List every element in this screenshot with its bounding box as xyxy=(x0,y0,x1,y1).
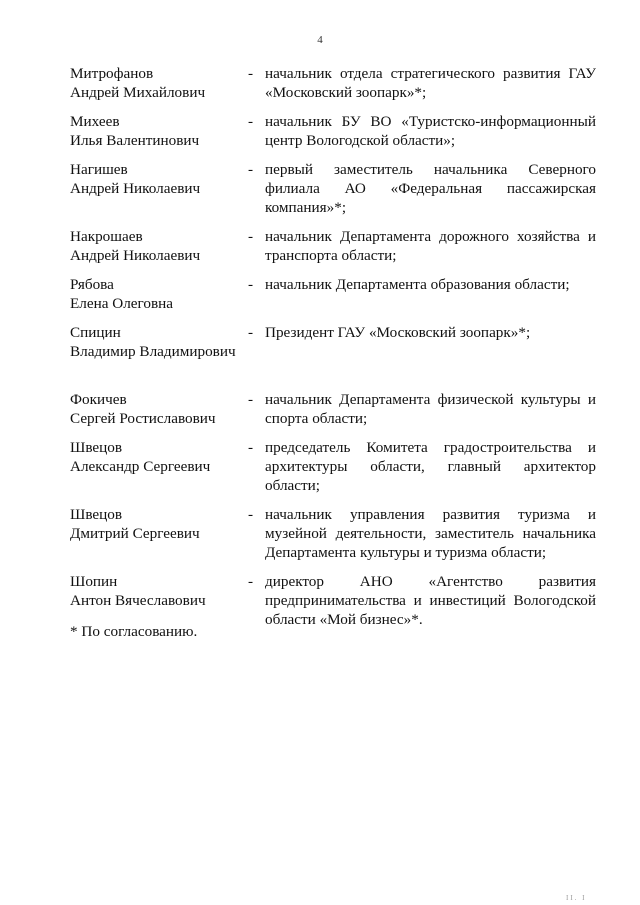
member-name xyxy=(70,160,248,217)
dash-separator: - xyxy=(248,506,254,523)
member-name xyxy=(70,438,248,495)
member-row xyxy=(70,227,596,265)
member-role: Президент ГАУ «Московский зоопарк»*; xyxy=(265,324,531,341)
member-name xyxy=(70,505,248,562)
member-row xyxy=(70,112,596,150)
member-role: председатель Комитета градостроительства и архитектуры области, главный архитектор области; xyxy=(265,439,596,494)
member-row xyxy=(70,323,596,361)
member-row xyxy=(70,572,596,629)
member-given-name: Сергей Ростиславович xyxy=(70,410,216,427)
dash-separator: - xyxy=(248,113,254,130)
member-surname: Швецов xyxy=(70,439,123,456)
member-name xyxy=(70,64,248,102)
member-surname: Михеев xyxy=(70,113,120,130)
member-surname: Митрофанов xyxy=(70,65,154,82)
member-given-name: Илья Валентинович xyxy=(70,132,200,149)
dash-separator: - xyxy=(248,161,254,178)
member-role: директор АНО «Агентство развития предпринимательства и инвестиций Вологодской области «Мой бизнес»*. xyxy=(265,573,596,628)
dash-separator: - xyxy=(248,228,254,245)
member-given-name: Елена Олеговна xyxy=(70,295,174,312)
dash-separator: - xyxy=(248,391,254,408)
member-given-name: Антон Вячеславович xyxy=(70,592,206,609)
member-name xyxy=(70,323,248,361)
dash-separator: - xyxy=(248,324,254,341)
member-role: начальник Департамента дорожного хозяйства и транспорта области; xyxy=(265,228,596,264)
member-row xyxy=(70,160,596,217)
footnote: * По согласованию. xyxy=(70,623,198,640)
member-row xyxy=(70,275,596,313)
member-role: начальник отдела стратегического развития ГАУ «Московский зоопарк»*; xyxy=(265,65,596,101)
member-name xyxy=(70,275,248,313)
member-row xyxy=(70,64,596,102)
member-role: начальник управления развития туризма и музейной деятельности, заместитель начальника Департамента культуры и туризма области; xyxy=(265,506,596,561)
member-surname: Фокичев xyxy=(70,391,127,408)
member-role: начальник Департамента физической культуры и спорта области; xyxy=(265,391,596,427)
member-given-name: Александр Сергеевич xyxy=(70,458,211,475)
page-number: 4 xyxy=(317,34,323,46)
dash-separator: - xyxy=(248,276,254,293)
member-surname: Швецов xyxy=(70,506,123,523)
member-name xyxy=(70,227,248,265)
member-surname: Нагишев xyxy=(70,161,128,178)
member-given-name: Андрей Николаевич xyxy=(70,247,201,264)
member-name xyxy=(70,572,248,629)
member-surname: Рябова xyxy=(70,276,114,293)
member-row xyxy=(70,390,596,428)
member-role: начальник БУ ВО «Туристско-информационный центр Вологодской области»; xyxy=(265,113,596,149)
member-given-name: Дмитрий Сергеевич xyxy=(70,525,200,542)
corner-mark: II. I xyxy=(566,894,587,902)
member-row xyxy=(70,438,596,495)
member-given-name: Андрей Николаевич xyxy=(70,180,201,197)
member-given-name: Андрей Михайлович xyxy=(70,84,206,101)
member-name xyxy=(70,112,248,150)
members-list xyxy=(70,64,596,629)
member-role: начальник Департамента образования области; xyxy=(265,276,570,293)
member-given-name: Владимир Владимирович xyxy=(70,343,236,360)
dash-separator: - xyxy=(248,439,254,456)
member-surname: Шопин xyxy=(70,573,118,590)
member-role: первый заместитель начальника Северного филиала АО «Федеральная пассажирская компания»*; xyxy=(265,161,596,216)
member-row xyxy=(70,505,596,562)
member-surname: Спицин xyxy=(70,324,121,341)
member-name xyxy=(70,390,248,428)
member-surname: Накрошаев xyxy=(70,228,143,245)
dash-separator: - xyxy=(248,65,254,82)
dash-separator: - xyxy=(248,573,254,590)
